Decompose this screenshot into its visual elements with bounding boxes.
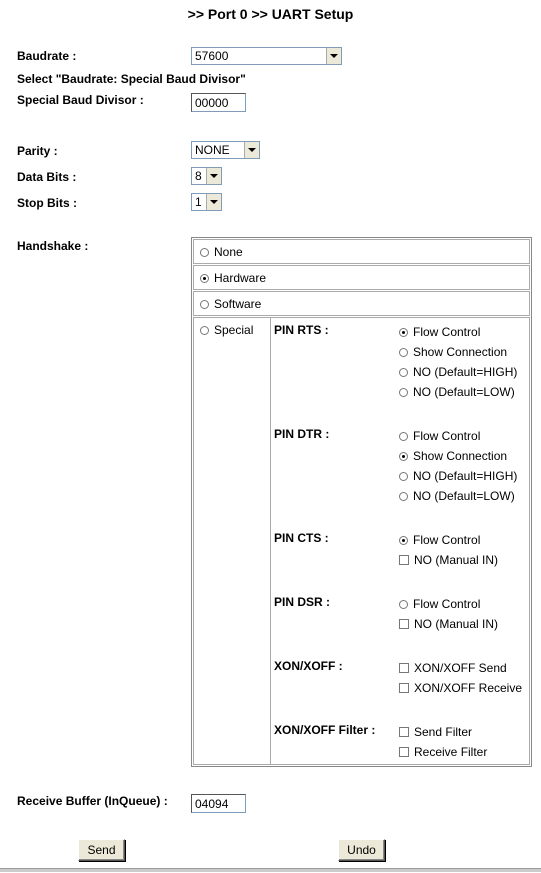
radio-icon[interactable] <box>200 300 209 309</box>
data-bits-value: 8 <box>195 169 202 183</box>
parity-select[interactable] <box>191 141 260 159</box>
option-label: Flow Control <box>413 429 481 443</box>
radio-icon[interactable] <box>399 492 408 501</box>
radio-icon[interactable] <box>399 600 408 609</box>
option-label: Receive Filter <box>414 745 488 759</box>
special-divisor-label: Special Baud Divisor : <box>17 93 144 107</box>
page-title: >> Port 0 >> UART Setup <box>187 6 354 22</box>
option-label: NO (Default=LOW) <box>413 489 515 503</box>
baud-note: Select "Baudrate: Special Baud Divisor" <box>17 72 246 86</box>
option-label: Send Filter <box>414 725 473 739</box>
checkbox-icon[interactable] <box>399 683 409 693</box>
pin-cts-label: PIN CTS : <box>274 531 329 545</box>
xon-xoff-filter-checkbox[interactable] <box>399 745 487 759</box>
radio-selected-icon[interactable] <box>399 536 408 545</box>
pin-rts-option[interactable] <box>399 345 507 359</box>
xon-xoff-filter-label: XON/XOFF Filter : <box>274 723 376 737</box>
xon-xoff-label: XON/XOFF : <box>274 659 343 673</box>
pin-rts-option[interactable] <box>399 325 480 339</box>
xon-xoff-checkbox[interactable] <box>399 661 507 675</box>
pin-rts-option[interactable] <box>399 365 517 379</box>
stop-bits-select[interactable] <box>191 193 222 211</box>
option-label: Show Connection <box>413 449 508 463</box>
option-label: None <box>214 245 243 259</box>
pin-dtr-option[interactable] <box>399 429 480 443</box>
option-label: Software <box>214 297 262 311</box>
handshake-row-none <box>193 239 530 264</box>
xon-xoff-checkbox[interactable] <box>399 681 522 695</box>
option-label: Hardware <box>214 271 267 285</box>
handshake-option-software[interactable] <box>200 297 261 311</box>
option-label: NO (Default=LOW) <box>413 385 515 399</box>
stop-bits-label: Stop Bits : <box>17 196 77 210</box>
checkbox-icon[interactable] <box>399 747 409 757</box>
stop-bits-value: 1 <box>195 195 202 209</box>
option-label: NO (Manual IN) <box>414 553 499 567</box>
radio-icon[interactable] <box>399 432 408 441</box>
radio-icon[interactable] <box>399 472 408 481</box>
data-bits-label: Data Bits : <box>17 170 77 184</box>
radio-selected-icon[interactable] <box>200 274 209 283</box>
option-label: Flow Control <box>413 533 481 547</box>
option-label: Flow Control <box>413 325 481 339</box>
option-label: Special <box>214 323 254 337</box>
radio-icon[interactable] <box>399 368 408 377</box>
undo-button[interactable]: Undo <box>338 839 385 861</box>
checkbox-icon[interactable] <box>399 727 409 737</box>
pin-dtr-option[interactable] <box>399 489 515 503</box>
checkbox-icon[interactable] <box>399 663 409 673</box>
radio-icon[interactable] <box>200 248 209 257</box>
handshake-option-none[interactable] <box>200 245 243 259</box>
pin-dtr-option[interactable] <box>399 449 507 463</box>
xon-xoff-filter-checkbox[interactable] <box>399 725 472 739</box>
parity-value: NONE <box>195 143 230 157</box>
radio-selected-icon[interactable] <box>399 328 408 337</box>
baudrate-value: 57600 <box>195 49 229 63</box>
option-label: NO (Manual IN) <box>414 617 499 631</box>
pin-cts-checkbox[interactable] <box>399 553 498 567</box>
option-label: Flow Control <box>413 597 481 611</box>
bottom-divider <box>0 868 541 872</box>
checkbox-icon[interactable] <box>399 619 409 629</box>
chevron-down-icon[interactable] <box>326 48 341 64</box>
radio-icon[interactable] <box>399 388 408 397</box>
pin-dtr-option[interactable] <box>399 469 517 483</box>
pin-dsr-option[interactable] <box>399 597 480 611</box>
option-label: XON/XOFF Send <box>414 661 507 675</box>
option-label: NO (Default=HIGH) <box>413 469 518 483</box>
pin-rts-label: PIN RTS : <box>274 323 329 337</box>
pin-dsr-checkbox[interactable] <box>399 617 498 631</box>
chevron-down-icon[interactable] <box>206 194 221 210</box>
handshake-option-hardware[interactable] <box>200 271 266 285</box>
special-divider <box>270 318 271 764</box>
pin-dsr-label: PIN DSR : <box>274 595 331 609</box>
radio-icon[interactable] <box>200 326 209 335</box>
special-divisor-input[interactable] <box>191 93 246 112</box>
receive-buffer-input[interactable] <box>191 794 246 813</box>
option-label: NO (Default=HIGH) <box>413 365 518 379</box>
baudrate-label: Baudrate : <box>17 49 77 63</box>
data-bits-select[interactable] <box>191 167 222 185</box>
pin-dtr-label: PIN DTR : <box>274 427 330 441</box>
baudrate-select[interactable] <box>191 47 342 65</box>
pin-cts-option[interactable] <box>399 533 480 547</box>
chevron-down-icon[interactable] <box>206 168 221 184</box>
chevron-down-icon[interactable] <box>244 142 259 158</box>
send-button[interactable]: Send <box>78 839 125 861</box>
pin-rts-option[interactable] <box>399 385 515 399</box>
parity-label: Parity : <box>17 144 58 158</box>
handshake-option-special[interactable] <box>200 323 253 337</box>
checkbox-icon[interactable] <box>399 555 409 565</box>
radio-icon[interactable] <box>399 348 408 357</box>
option-label: XON/XOFF Receive <box>414 681 523 695</box>
handshake-label: Handshake : <box>17 239 89 253</box>
receive-buffer-label: Receive Buffer (InQueue) : <box>17 794 168 808</box>
radio-selected-icon[interactable] <box>399 452 408 461</box>
option-label: Show Connection <box>413 345 508 359</box>
